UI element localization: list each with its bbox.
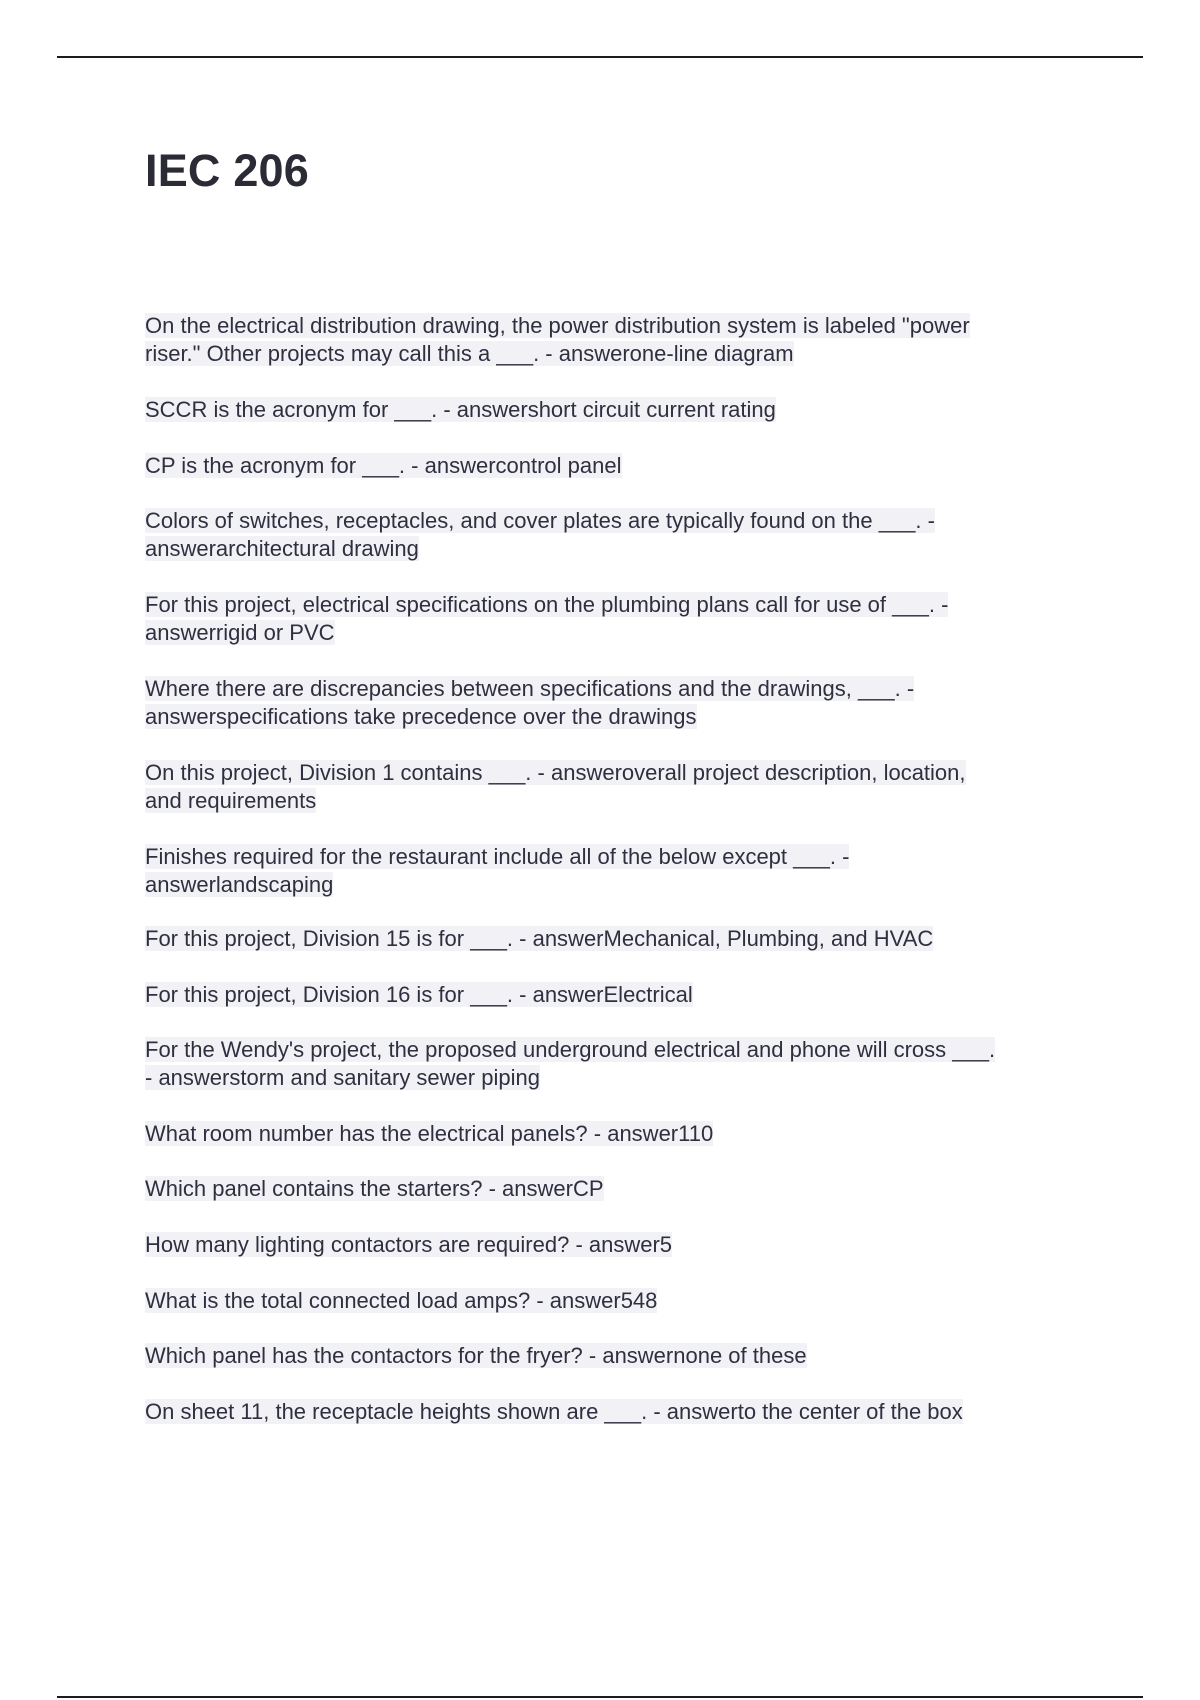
qa-text-line1: For this project, electrical specifications on the plumbing plans call for use of ___. - [145,592,949,617]
qa-item [145,312,1095,396]
qa-text-line1: For this project, Division 16 is for ___. - answerElectrical [145,982,693,1007]
qa-text-line2: riser." Other projects may call this a ___. - answerone-line diagram [145,341,794,366]
qa-item [145,507,1095,591]
qa-item [145,396,1095,452]
qa-item [145,843,1095,925]
top-rule [57,56,1143,58]
page-title: IEC 206 [145,145,309,196]
qa-item [145,675,1095,759]
qa-item [145,1231,1095,1287]
qa-text-line1: What is the total connected load amps? - answer548 [145,1288,658,1313]
qa-item [145,1342,1095,1398]
qa-text-line1: CP is the acronym for ___. - answercontrol panel [145,453,622,478]
qa-text-line2: answerspecifications take precedence over the drawings [145,704,697,729]
qa-item [145,1287,1095,1342]
qa-item [145,759,1095,843]
qa-item [145,981,1095,1036]
qa-text-line2: answerrigid or PVC [145,620,335,645]
qa-item [145,452,1095,507]
bottom-rule [57,1696,1143,1698]
qa-text-line2: answerlandscaping [145,872,334,897]
qa-text-line1: Where there are discrepancies between specifications and the drawings, ___. - [145,676,915,701]
qa-text-line1: Which panel contains the starters? - answerCP [145,1176,604,1201]
qa-text-line2: answerarchitectural drawing [145,536,419,561]
qa-list [145,312,1095,1454]
qa-text-line1: For the Wendy's project, the proposed underground electrical and phone will cross ___. [145,1037,996,1062]
qa-item [145,591,1095,675]
qa-item [145,1120,1095,1175]
qa-item [145,1036,1095,1120]
qa-text-line1: On the electrical distribution drawing, the power distribution system is labeled "power [145,313,970,338]
qa-text-line1: Which panel has the contactors for the fryer? - answernone of these [145,1343,807,1368]
qa-text-line1: How many lighting contactors are required? - answer5 [145,1232,673,1257]
qa-text-line2: and requirements [145,788,317,813]
qa-text-line1: Colors of switches, receptacles, and cover plates are typically found on the ___. - [145,508,935,533]
qa-text-line1: For this project, Division 15 is for ___. - answerMechanical, Plumbing, and HVAC [145,926,934,951]
qa-text-line1: On sheet 11, the receptacle heights shown are ___. - answerto the center of the box [145,1399,963,1424]
qa-item [145,1398,1095,1454]
qa-item [145,1175,1095,1231]
qa-text-line1: What room number has the electrical panels? - answer110 [145,1121,714,1146]
qa-text-line1: SCCR is the acronym for ___. - answershort circuit current rating [145,397,776,422]
qa-item [145,925,1095,981]
qa-text-line1: On this project, Division 1 contains ___. - answeroverall project description, location, [145,760,966,785]
qa-text-line2: - answerstorm and sanitary sewer piping [145,1065,540,1090]
qa-text-line1: Finishes required for the restaurant include all of the below except ___. - [145,844,850,869]
